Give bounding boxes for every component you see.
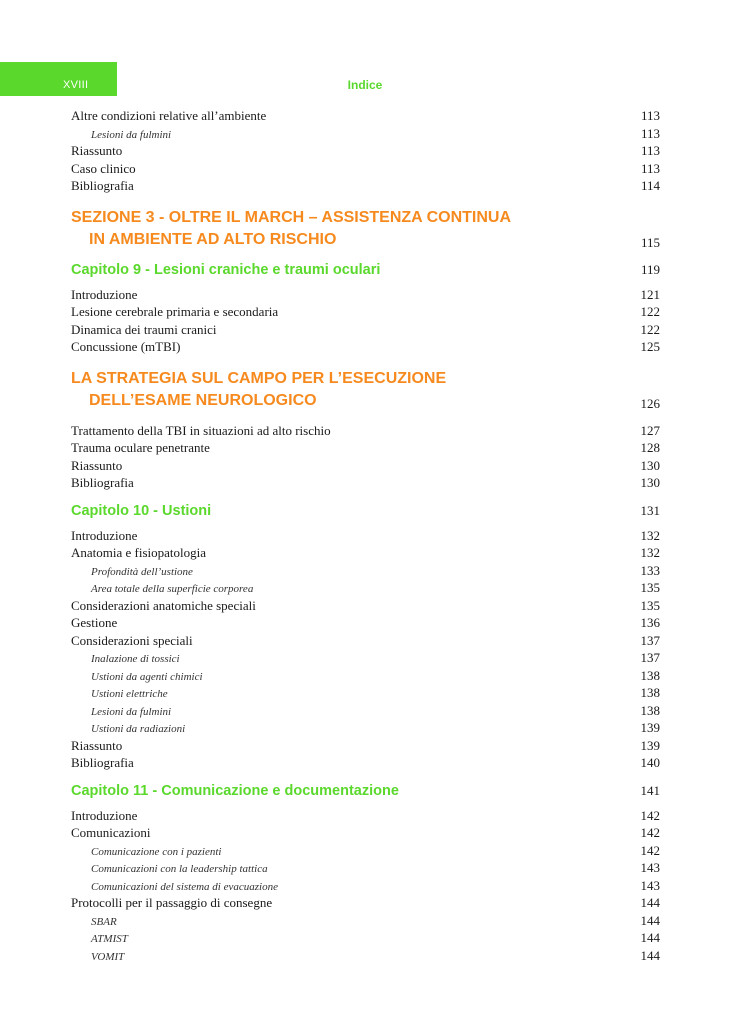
toc-subentry: SBAR 144 — [91, 912, 660, 928]
page-number: XVIII — [63, 79, 89, 91]
toc-entry: Introduzione 121 — [71, 286, 660, 302]
table-of-contents — [71, 107, 660, 964]
chapter-heading: Capitolo 10 - Ustioni 131 — [71, 502, 660, 519]
toc-subentry: Lesioni da fulmini 113 — [91, 125, 660, 141]
toc-subentry: Area totale della superficie corporea 135 — [91, 580, 660, 595]
toc-entry: Considerazioni speciali 137 — [71, 632, 660, 648]
toc-entry: Caso clinico 113 — [71, 160, 660, 176]
toc-entry: Anatomia e fisiopatologia 132 — [71, 545, 660, 560]
toc-entry: Bibliografia 140 — [71, 755, 660, 770]
toc-entry: Riassunto 139 — [71, 737, 660, 753]
toc-entry: Introduzione 142 — [71, 807, 660, 823]
section-heading: SEZIONE 3 - OLTRE IL MARCH – ASSISTENZA CONTINUA IN AMBIENTE AD ALTO RISCHIO 115 — [71, 208, 660, 250]
toc-entry: Comunicazioni 142 — [71, 825, 660, 840]
toc-entry: Protocolli per il passaggio di consegne 144 — [71, 895, 660, 910]
toc-entry: Gestione 136 — [71, 615, 660, 630]
toc-entry: Bibliografia 114 — [71, 178, 660, 193]
toc-entry: Introduzione 132 — [71, 527, 660, 543]
toc-entry: Concussione (mTBI) 125 — [71, 339, 660, 354]
running-title: Indice — [347, 78, 383, 92]
toc-entry: Bibliografia 130 — [71, 475, 660, 490]
toc-subentry: Ustioni elettriche 138 — [91, 685, 660, 700]
toc-subentry: Lesioni da fulmini 138 — [91, 702, 660, 718]
toc-entry: Considerazioni anatomiche speciali 135 — [71, 597, 660, 613]
toc-entry: Riassunto 113 — [71, 143, 660, 158]
chapter-heading: Capitolo 9 - Lesioni craniche e traumi oculari 119 — [71, 261, 660, 278]
toc-subentry: Profondità dell’ustione 133 — [91, 562, 660, 578]
toc-subentry: Comunicazioni del sistema di evacuazione 143 — [91, 877, 660, 893]
toc-entry: Trattamento della TBI in situazioni ad alto rischio 127 — [71, 422, 660, 438]
section-heading: LA STRATEGIA SUL CAMPO PER L’ESECUZIONE DELL’ESAME NEUROLOGICO 126 — [71, 369, 660, 411]
toc-entry: Altre condizioni relative all’ambiente 113 — [71, 108, 660, 123]
toc-entry: Lesione cerebrale primaria e secondaria 122 — [71, 304, 660, 319]
toc-entry: Trauma oculare penetrante 128 — [71, 440, 660, 455]
toc-subentry: VOMIT 144 — [91, 947, 660, 963]
chapter-heading: Capitolo 11 - Comunicazione e documentazione 141 — [71, 782, 660, 799]
toc-entry: Riassunto 130 — [71, 457, 660, 473]
toc-subentry: Ustioni da agenti chimici 138 — [91, 667, 660, 683]
toc-subentry: Comunicazioni con la leadership tattica 143 — [91, 860, 660, 875]
toc-subentry: ATMIST 144 — [91, 930, 660, 945]
toc-subentry: Inalazione di tossici 137 — [91, 650, 660, 665]
toc-subentry: Comunicazione con i pazienti 142 — [91, 842, 660, 858]
toc-entry: Dinamica dei traumi cranici 122 — [71, 321, 660, 337]
toc-subentry: Ustioni da radiazioni 139 — [91, 720, 660, 735]
